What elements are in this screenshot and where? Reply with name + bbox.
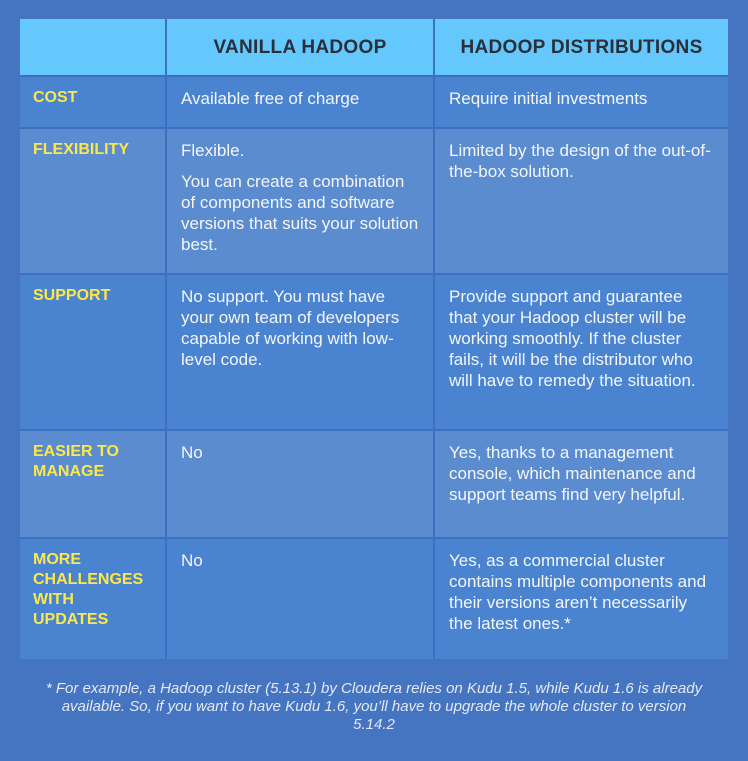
cell-text: No bbox=[181, 443, 203, 462]
cell-support-vanilla bbox=[167, 275, 435, 431]
row-label-support: SUPPORT bbox=[20, 275, 167, 431]
cell-text: Limited by the design of the out-of-the-box solution. bbox=[449, 141, 711, 181]
row-label-flexibility: FLEXIBILITY bbox=[20, 129, 167, 275]
cell-text: Yes, as a commercial cluster contains multiple components and their versions aren’t necessarily the latest ones.* bbox=[449, 551, 707, 633]
header-empty bbox=[20, 19, 167, 77]
cell-flexibility-vanilla bbox=[167, 129, 435, 275]
header-hadoop-distributions: HADOOP DISTRIBUTIONS bbox=[435, 19, 728, 77]
cell-text: Yes, thanks to a management console, which maintenance and support teams find very helpful. bbox=[449, 443, 696, 504]
cell-manage-distributions bbox=[435, 431, 728, 539]
row-label-challenges-updates: MORE CHALLENGES WITH UPDATES bbox=[20, 539, 167, 659]
cell-support-distributions bbox=[435, 275, 728, 431]
cell-manage-vanilla bbox=[167, 431, 435, 539]
footnote: * For example, a Hadoop cluster (5.13.1) by Cloudera relies on Kudu 1.5, while Kudu 1.6 is already available. So, if you want to have Kudu 1.6, you’ll have to upgrade the whole cluster to version 5.14.2 bbox=[45, 680, 703, 733]
comparison-table bbox=[20, 19, 728, 659]
cell-text: No bbox=[181, 551, 203, 570]
header-vanilla-hadoop: VANILLA HADOOP bbox=[167, 19, 435, 77]
cell-text: No support. You must have your own team of developers capable of working with low-level code. bbox=[181, 287, 400, 369]
cell-text: Provide support and guarantee that your Hadoop cluster will be working smoothly. If the cluster fails, it will be the distributor who will have to remedy the situation. bbox=[449, 287, 696, 390]
cell-cost-vanilla bbox=[167, 77, 435, 129]
cell-text: Available free of charge bbox=[181, 89, 360, 108]
row-label-easier-to-manage: EASIER TO MANAGE bbox=[20, 431, 167, 539]
cell-updates-distributions bbox=[435, 539, 728, 659]
cell-cost-distributions bbox=[435, 77, 728, 129]
cell-updates-vanilla bbox=[167, 539, 435, 659]
cell-flexibility-distributions bbox=[435, 129, 728, 275]
row-label-cost: COST bbox=[20, 77, 167, 129]
cell-text: You can create a combination of components and software versions that suits your solution best. bbox=[181, 172, 419, 254]
cell-text: Flexible. bbox=[181, 141, 245, 160]
cell-text: Require initial investments bbox=[449, 89, 648, 108]
